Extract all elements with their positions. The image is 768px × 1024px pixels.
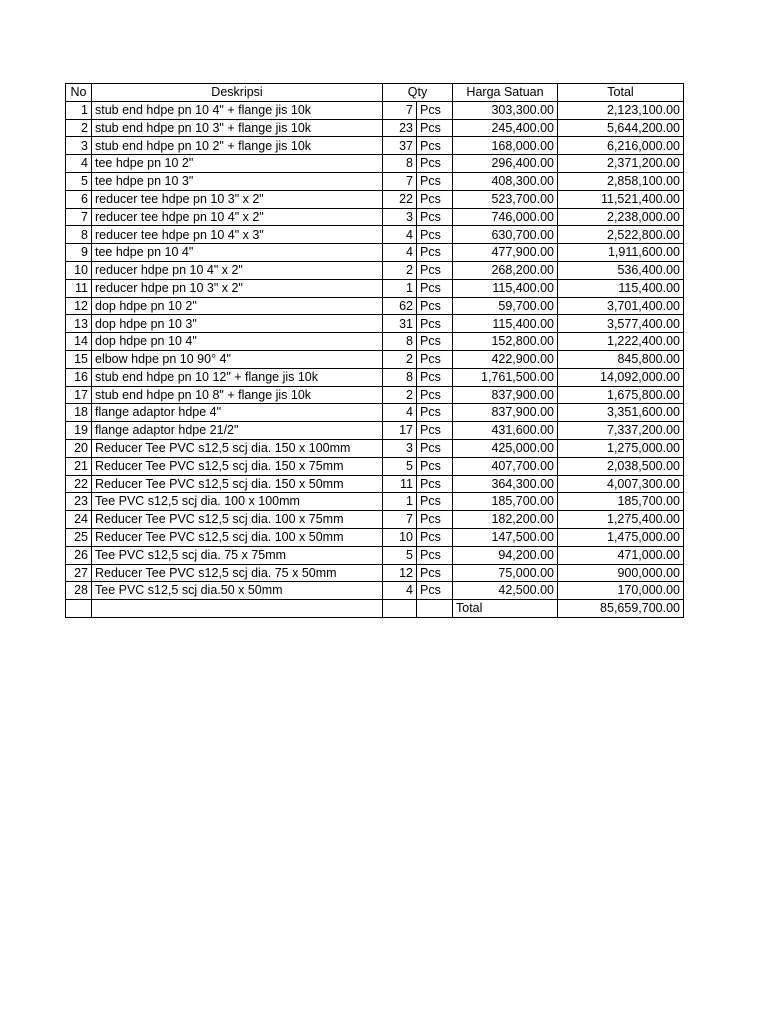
row-unit-price: 268,200.00 — [453, 261, 558, 279]
row-qty: 4 — [383, 226, 417, 244]
row-qty: 17 — [383, 422, 417, 440]
row-unit-price: 303,300.00 — [453, 101, 558, 119]
row-qty: 8 — [383, 155, 417, 173]
table-row — [66, 101, 684, 119]
row-description: tee hdpe pn 10 2" — [92, 155, 383, 173]
row-number: 9 — [66, 244, 92, 262]
row-total: 14,092,000.00 — [558, 368, 684, 386]
row-number: 22 — [66, 475, 92, 493]
row-description: tee hdpe pn 10 4" — [92, 244, 383, 262]
table-row — [66, 333, 684, 351]
row-qty: 23 — [383, 119, 417, 137]
row-qty: 5 — [383, 546, 417, 564]
total-row-description — [92, 600, 383, 618]
row-qty: 31 — [383, 315, 417, 333]
table-row — [66, 279, 684, 297]
row-unit-price: 1,761,500.00 — [453, 368, 558, 386]
row-total: 2,371,200.00 — [558, 155, 684, 173]
table-row — [66, 493, 684, 511]
row-qty: 1 — [383, 279, 417, 297]
row-total: 2,238,000.00 — [558, 208, 684, 226]
row-description: stub end hdpe pn 10 12" + flange jis 10k — [92, 368, 383, 386]
row-total: 11,521,400.00 — [558, 190, 684, 208]
row-total: 2,858,100.00 — [558, 172, 684, 190]
row-total: 900,000.00 — [558, 564, 684, 582]
row-total: 1,222,400.00 — [558, 333, 684, 351]
row-number: 11 — [66, 279, 92, 297]
row-total: 4,007,300.00 — [558, 475, 684, 493]
row-description: stub end hdpe pn 10 2" + flange jis 10k — [92, 137, 383, 155]
row-unit: Pcs — [417, 511, 453, 529]
row-description: Reducer Tee PVC s12,5 scj dia. 100 x 50mm — [92, 528, 383, 546]
row-description: reducer tee hdpe pn 10 3" x 2" — [92, 190, 383, 208]
row-unit-price: 115,400.00 — [453, 315, 558, 333]
table-row — [66, 244, 684, 262]
row-qty: 2 — [383, 386, 417, 404]
row-qty: 7 — [383, 511, 417, 529]
row-unit: Pcs — [417, 350, 453, 368]
row-number: 24 — [66, 511, 92, 529]
row-total: 7,337,200.00 — [558, 422, 684, 440]
row-qty: 8 — [383, 368, 417, 386]
row-unit: Pcs — [417, 155, 453, 173]
row-unit-price: 245,400.00 — [453, 119, 558, 137]
row-unit: Pcs — [417, 457, 453, 475]
row-unit: Pcs — [417, 172, 453, 190]
grand-total: 85,659,700.00 — [558, 600, 684, 618]
row-description: stub end hdpe pn 10 3" + flange jis 10k — [92, 119, 383, 137]
price-table — [65, 83, 684, 618]
row-unit-price: 837,900.00 — [453, 386, 558, 404]
row-qty: 11 — [383, 475, 417, 493]
header-row — [66, 84, 684, 102]
header-qty: Qty — [383, 84, 453, 102]
row-unit-price: 185,700.00 — [453, 493, 558, 511]
row-number: 27 — [66, 564, 92, 582]
row-qty: 62 — [383, 297, 417, 315]
row-qty: 1 — [383, 493, 417, 511]
row-unit: Pcs — [417, 546, 453, 564]
row-total: 1,911,600.00 — [558, 244, 684, 262]
row-description: tee hdpe pn 10 3" — [92, 172, 383, 190]
row-unit-price: 523,700.00 — [453, 190, 558, 208]
row-unit: Pcs — [417, 404, 453, 422]
row-unit-price: 42,500.00 — [453, 582, 558, 600]
table-row — [66, 261, 684, 279]
table-row — [66, 350, 684, 368]
row-description: Tee PVC s12,5 scj dia.50 x 50mm — [92, 582, 383, 600]
total-row-qty — [383, 600, 417, 618]
row-qty: 10 — [383, 528, 417, 546]
row-qty: 2 — [383, 261, 417, 279]
table-row — [66, 386, 684, 404]
row-description: Reducer Tee PVC s12,5 scj dia. 75 x 50mm — [92, 564, 383, 582]
row-number: 10 — [66, 261, 92, 279]
row-total: 1,475,000.00 — [558, 528, 684, 546]
row-number: 17 — [66, 386, 92, 404]
row-total: 1,275,400.00 — [558, 511, 684, 529]
table-row — [66, 208, 684, 226]
row-total: 5,644,200.00 — [558, 119, 684, 137]
row-unit-price: 630,700.00 — [453, 226, 558, 244]
row-unit: Pcs — [417, 564, 453, 582]
total-row-no — [66, 600, 92, 618]
row-qty: 37 — [383, 137, 417, 155]
row-qty: 7 — [383, 101, 417, 119]
row-number: 19 — [66, 422, 92, 440]
row-unit-price: 422,900.00 — [453, 350, 558, 368]
row-unit-price: 407,700.00 — [453, 457, 558, 475]
row-number: 14 — [66, 333, 92, 351]
row-total: 2,038,500.00 — [558, 457, 684, 475]
row-number: 20 — [66, 439, 92, 457]
row-number: 15 — [66, 350, 92, 368]
row-unit: Pcs — [417, 208, 453, 226]
table-row — [66, 226, 684, 244]
row-qty: 2 — [383, 350, 417, 368]
row-description: dop hdpe pn 10 2" — [92, 297, 383, 315]
row-unit-price: 746,000.00 — [453, 208, 558, 226]
table-row — [66, 190, 684, 208]
row-number: 21 — [66, 457, 92, 475]
row-qty: 4 — [383, 582, 417, 600]
row-number: 2 — [66, 119, 92, 137]
row-unit: Pcs — [417, 297, 453, 315]
total-row-unit — [417, 600, 453, 618]
table-row — [66, 528, 684, 546]
row-number: 5 — [66, 172, 92, 190]
table-row — [66, 315, 684, 333]
row-unit: Pcs — [417, 475, 453, 493]
row-unit-price: 837,900.00 — [453, 404, 558, 422]
row-description: dop hdpe pn 10 4" — [92, 333, 383, 351]
row-number: 3 — [66, 137, 92, 155]
row-number: 28 — [66, 582, 92, 600]
row-total: 115,400.00 — [558, 279, 684, 297]
table-row — [66, 564, 684, 582]
row-total: 2,123,100.00 — [558, 101, 684, 119]
row-unit: Pcs — [417, 439, 453, 457]
row-total: 1,675,800.00 — [558, 386, 684, 404]
row-description: Tee PVC s12,5 scj dia. 75 x 75mm — [92, 546, 383, 564]
row-number: 7 — [66, 208, 92, 226]
row-unit-price: 115,400.00 — [453, 279, 558, 297]
row-description: reducer hdpe pn 10 3" x 2" — [92, 279, 383, 297]
row-total: 2,522,800.00 — [558, 226, 684, 244]
row-total: 471,000.00 — [558, 546, 684, 564]
row-unit: Pcs — [417, 190, 453, 208]
total-label: Total — [453, 600, 558, 618]
row-unit-price: 364,300.00 — [453, 475, 558, 493]
row-qty: 3 — [383, 208, 417, 226]
row-unit-price: 425,000.00 — [453, 439, 558, 457]
row-number: 4 — [66, 155, 92, 173]
table-row — [66, 119, 684, 137]
row-unit: Pcs — [417, 422, 453, 440]
row-unit: Pcs — [417, 333, 453, 351]
row-unit: Pcs — [417, 315, 453, 333]
row-total: 845,800.00 — [558, 350, 684, 368]
table-row — [66, 475, 684, 493]
row-unit: Pcs — [417, 101, 453, 119]
row-qty: 22 — [383, 190, 417, 208]
table-row — [66, 368, 684, 386]
row-number: 26 — [66, 546, 92, 564]
row-unit-price: 147,500.00 — [453, 528, 558, 546]
table-row — [66, 582, 684, 600]
table-row — [66, 511, 684, 529]
table-row — [66, 297, 684, 315]
row-qty: 3 — [383, 439, 417, 457]
row-unit-price: 408,300.00 — [453, 172, 558, 190]
row-total: 3,577,400.00 — [558, 315, 684, 333]
row-number: 23 — [66, 493, 92, 511]
table-row — [66, 422, 684, 440]
row-number: 12 — [66, 297, 92, 315]
row-number: 6 — [66, 190, 92, 208]
row-total: 6,216,000.00 — [558, 137, 684, 155]
row-number: 8 — [66, 226, 92, 244]
table-row — [66, 546, 684, 564]
row-unit: Pcs — [417, 279, 453, 297]
row-qty: 4 — [383, 244, 417, 262]
header-no: No — [66, 84, 92, 102]
row-description: Reducer Tee PVC s12,5 scj dia. 100 x 75mm — [92, 511, 383, 529]
row-description: reducer tee hdpe pn 10 4" x 3" — [92, 226, 383, 244]
row-description: stub end hdpe pn 10 8" + flange jis 10k — [92, 386, 383, 404]
row-qty: 12 — [383, 564, 417, 582]
row-number: 1 — [66, 101, 92, 119]
row-unit: Pcs — [417, 368, 453, 386]
table-row — [66, 172, 684, 190]
row-total: 536,400.00 — [558, 261, 684, 279]
row-unit: Pcs — [417, 244, 453, 262]
row-unit-price: 59,700.00 — [453, 297, 558, 315]
row-unit-price: 75,000.00 — [453, 564, 558, 582]
row-description: reducer tee hdpe pn 10 4" x 2" — [92, 208, 383, 226]
header-description: Deskripsi — [92, 84, 383, 102]
row-description: Tee PVC s12,5 scj dia. 100 x 100mm — [92, 493, 383, 511]
table-body — [66, 101, 684, 599]
row-number: 16 — [66, 368, 92, 386]
row-description: Reducer Tee PVC s12,5 scj dia. 150 x 75mm — [92, 457, 383, 475]
row-unit: Pcs — [417, 119, 453, 137]
row-total: 3,701,400.00 — [558, 297, 684, 315]
row-unit: Pcs — [417, 226, 453, 244]
row-unit: Pcs — [417, 137, 453, 155]
row-unit-price: 182,200.00 — [453, 511, 558, 529]
row-unit-price: 94,200.00 — [453, 546, 558, 564]
row-total: 1,275,000.00 — [558, 439, 684, 457]
row-unit: Pcs — [417, 386, 453, 404]
row-description: stub end hdpe pn 10 4" + flange jis 10k — [92, 101, 383, 119]
table-row — [66, 155, 684, 173]
row-number: 25 — [66, 528, 92, 546]
row-description: Reducer Tee PVC s12,5 scj dia. 150 x 100mm — [92, 439, 383, 457]
row-qty: 4 — [383, 404, 417, 422]
row-unit-price: 477,900.00 — [453, 244, 558, 262]
row-unit: Pcs — [417, 528, 453, 546]
row-qty: 8 — [383, 333, 417, 351]
row-unit: Pcs — [417, 493, 453, 511]
row-unit: Pcs — [417, 261, 453, 279]
row-description: Reducer Tee PVC s12,5 scj dia. 150 x 50mm — [92, 475, 383, 493]
row-description: reducer hdpe pn 10 4" x 2" — [92, 261, 383, 279]
row-qty: 5 — [383, 457, 417, 475]
table-row — [66, 457, 684, 475]
row-unit-price: 168,000.00 — [453, 137, 558, 155]
row-description: flange adaptor hdpe 21/2" — [92, 422, 383, 440]
header-total: Total — [558, 84, 684, 102]
row-description: flange adaptor hdpe 4" — [92, 404, 383, 422]
row-unit-price: 152,800.00 — [453, 333, 558, 351]
row-total: 170,000.00 — [558, 582, 684, 600]
row-unit: Pcs — [417, 582, 453, 600]
row-total: 185,700.00 — [558, 493, 684, 511]
header-unit-price: Harga Satuan — [453, 84, 558, 102]
total-row — [66, 600, 684, 618]
row-unit-price: 431,600.00 — [453, 422, 558, 440]
row-description: elbow hdpe pn 10 90° 4" — [92, 350, 383, 368]
table-row — [66, 439, 684, 457]
row-number: 18 — [66, 404, 92, 422]
row-description: dop hdpe pn 10 3" — [92, 315, 383, 333]
table-row — [66, 404, 684, 422]
row-unit-price: 296,400.00 — [453, 155, 558, 173]
table-row — [66, 137, 684, 155]
row-total: 3,351,600.00 — [558, 404, 684, 422]
row-number: 13 — [66, 315, 92, 333]
row-qty: 7 — [383, 172, 417, 190]
